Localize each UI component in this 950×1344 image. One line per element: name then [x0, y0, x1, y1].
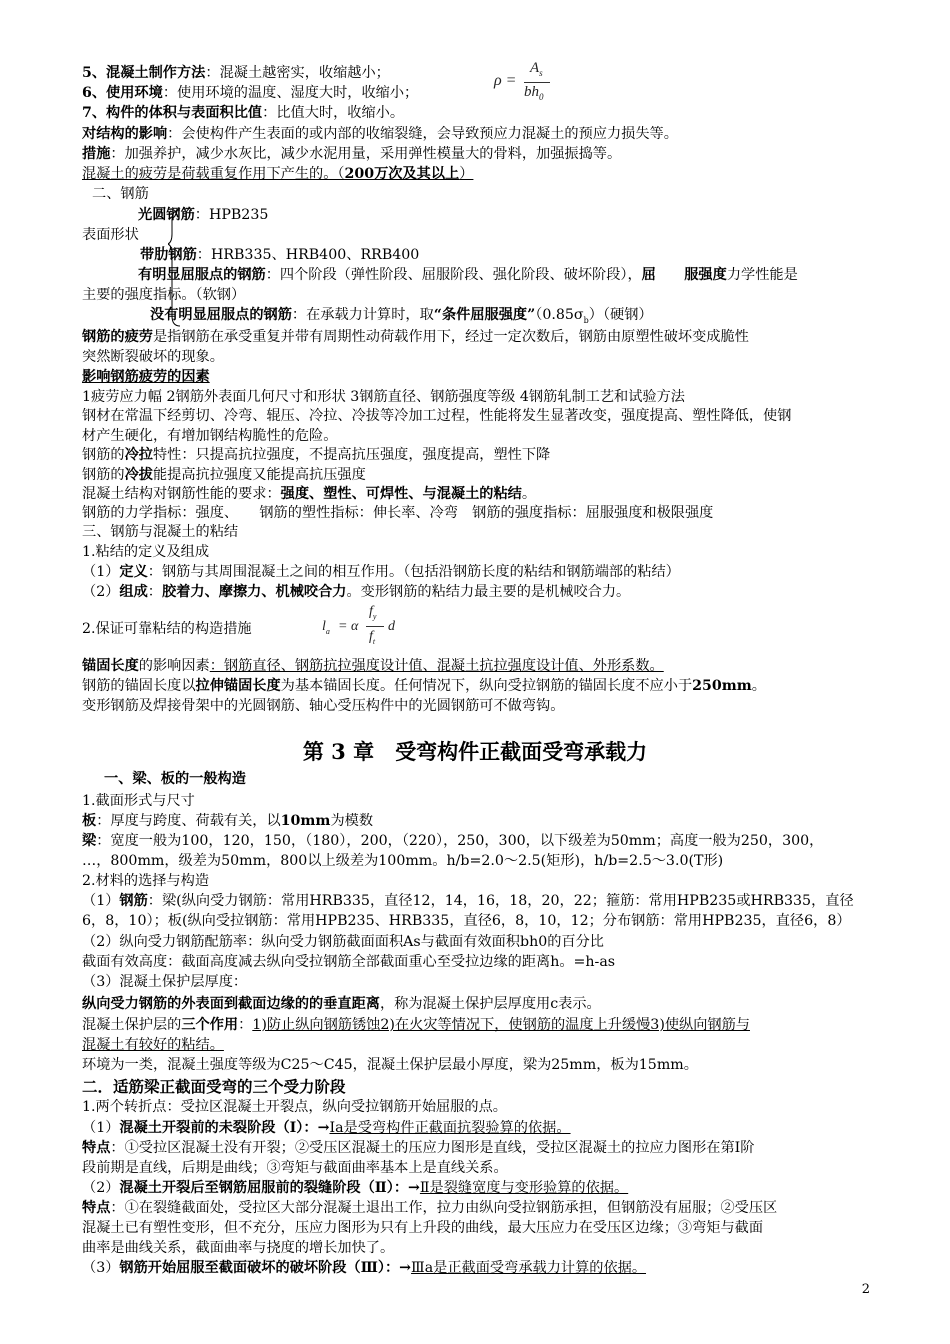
text-line: 1.截面形式与尺寸 [82, 793, 195, 809]
text-line: 特点：①在裂缝截面处，受拉区大部分混凝土退出工作，拉力由纵向受拉钢筋承担，但钢筋没有屈服；②受压区 [82, 1200, 778, 1216]
text-line: 6、使用环境：使用环境的温度、湿度大时，收缩小； [82, 85, 419, 101]
text-line: （1）钢筋：梁(纵向受力钢筋：常用HRB335，直径12，14，16，18，20，22；箍筋：常用HPB235或HRB335，直径 [82, 893, 854, 909]
text-line: 板：厚度与跨度、荷载有关，以10mm为模数 [82, 813, 374, 829]
text-line: 材产生硬化，有增加钢结构脆性的危险。 [82, 428, 338, 444]
text-line: （2）纵向受力钢筋配筋率：纵向受力钢筋截面面积As与截面有效面积bh0的百分比 [82, 934, 604, 950]
text-line: 梁：宽度一般为100，120，150，（180），200，（220），250，300，以下级差为50mm；高度一般为250，300， [82, 833, 824, 849]
text-line: （1）混凝土开裂前的未裂阶段（Ⅰ）：→Ⅰa是受弯构件正截面抗裂验算的依据。 [82, 1120, 571, 1136]
text-line: 主要的强度指标。（软钢） [82, 287, 246, 303]
text-line: 带肋钢筋：HRB335、HRB400、RRB400 [140, 247, 420, 263]
text-line: 截面有效高度：截面高度减去纵向受拉钢筋全部截面重心至受拉边缘的距离h。=h-as [82, 954, 616, 970]
page-number: 2 [861, 1282, 870, 1297]
text-line: 钢筋的锚固长度以拉伸锚固长度为基本锚固长度。任何情况下，纵向受拉钢筋的锚固长度不应小于250mm。 [82, 678, 766, 694]
text-line: 突然断裂破坏的现象。 [82, 349, 224, 365]
text-line: 7、构件的体积与表面积比值：比值大时，收缩小。 [82, 105, 405, 121]
chapter-title: 第 3 章 受弯构件正截面受弯承载力 [302, 739, 648, 764]
text-line: 变形钢筋及焊接骨架中的光圆钢筋、轴心受压构件中的光圆钢筋可不做弯钩。 [82, 698, 565, 714]
text-line: （1）定义：钢筋与其周围混凝土之间的相互作用。（包括沿钢筋长度的粘结和钢筋端部的粘结） [82, 564, 680, 580]
text-line: 钢筋的疲劳是指钢筋在承受重复并带有周期性动荷载作用下，经过一定次数后，钢筋由原塑性破坏变成脆性 [82, 329, 749, 345]
text-line: 有明显屈服点的钢筋：四个阶段（弹性阶段、屈服阶段、强化阶段、破坏阶段），屈 服强度力学性能是 [138, 267, 798, 283]
section-heading: 二、钢筋 [92, 186, 149, 202]
text-line: 措施：加强养护，减少水灰比，减少水泥用量，采用弹性模量大的骨料，加强振捣等。 [82, 146, 622, 162]
section-heading: 一、梁、板的一般构造 [104, 771, 246, 787]
text-line: 没有明显屈服点的钢筋：在承载力计算时，取“条件屈服强度$”(0.85\sigma_b)$（硬钢） [150, 307, 653, 325]
text-line: 钢筋的冷拉特性：只提高抗拉强度，不提高抗压强度，强度提高，塑性下降 [82, 447, 551, 463]
text-line: 钢材在常温下经剪切、冷弯、辊压、冷拉、冷拔等冷加工过程，性能将发生显著改变，强度提高、塑性降低，使钢 [82, 408, 792, 424]
text-line: 2.保证可靠粘结的构造措施 [82, 621, 252, 637]
text-line: 曲率是曲线关系，截面曲率与挠度的增长加快了。 [82, 1240, 395, 1256]
section-heading: 二．适筋梁正截面受弯的三个受力阶段 [82, 1077, 346, 1096]
text-line: （2）组成：胶着力、摩擦力、机械咬合力。变形钢筋的粘结力最主要的是机械咬合力。 [82, 584, 631, 600]
text-line: 6，8，10）；板(纵向受拉钢筋：常用HPB235、HRB335，直径6，8，10，12；分布钢筋：常用HPB235，直径6，8） [82, 913, 851, 929]
text-line: 钢筋的力学指标：强度、 钢筋的塑性指标：伸长率、冷弯 钢筋的强度指标：屈服强度和极限强度 [82, 505, 714, 521]
text-line: （3）钢筋开始屈服至截面破坏的破坏阶段（Ⅲ）：→Ⅲa是正截面受弯承载力计算的依据。 [82, 1260, 647, 1276]
text-line: 混凝土保护层的三个作用：1)防止纵向钢筋锈蚀2)在火灾等情况下，使钢筋的温度上升缓慢3)使纵向钢筋与 [82, 1017, 750, 1033]
section-heading: 三、钢筋与混凝土的粘结 [82, 524, 239, 540]
text-line: 1.两个转折点：受拉区混凝土开裂点，纵向受拉钢筋开始屈服的点。 [82, 1099, 507, 1115]
text-line: 混凝土有较好的粘结。 [82, 1037, 224, 1053]
text-line: 混凝土的疲劳是荷载重复作用下产生的。（200万次及其以上） [82, 166, 474, 182]
text-line: 光圆钢筋：HPB235 [138, 207, 269, 223]
text-line: 影响钢筋疲劳的因素 [82, 369, 210, 385]
text-line: 环境为一类，混凝土强度等级为C25～C45，混凝土保护层最小厚度，梁为25mm，板为15mm。 [82, 1057, 698, 1073]
anchorage-length-formula: $l_a$ = α $f_y$ $f_t$ d [322, 604, 395, 646]
text-line: 特点：①受拉区混凝土没有开裂；②受压区混凝土的压应力图形是直线，受拉区混凝土的拉应力图形在第Ⅰ阶 [82, 1140, 755, 1156]
text-line: …，800mm，级差为50mm，800以上级差为100mm。h/b=2.0～2.5(矩形)，h/b=2.5～3.0(T形) [82, 853, 724, 869]
text-line: （2）混凝土开裂后至钢筋屈服前的裂缝阶段（Ⅱ）：→Ⅱ是裂缝宽度与变形验算的依据。 [82, 1180, 629, 1196]
text-line: 1疲劳应力幅 2钢筋外表面几何尺寸和形状 3钢筋直径、钢筋强度等级 4钢筋轧制工艺和试验方法 [82, 389, 685, 405]
text-line: （3）混凝土保护层厚度： [82, 974, 248, 990]
text-line: 1.粘结的定义及组成 [82, 544, 210, 560]
text-line: 5、混凝土制作方法：混凝土越密实，收缩越小； [82, 65, 390, 81]
text-line: 锚固长度的影响因素：钢筋直径、钢筋抗拉强度设计值、混凝土抗拉强度设计值、外形系数。 [82, 658, 664, 674]
text-line: 纵向受力钢筋的外表面到截面边缘的的垂直距离，称为混凝土保护层厚度用c表示。 [82, 996, 601, 1012]
text-line: 对结构的影响：会使构件产生表面的或内部的收缩裂缝，会导致预应力混凝土的预应力损失等。 [82, 126, 678, 142]
text-line: 表面形状 [82, 227, 139, 243]
text-line: 混凝土结构对钢筋性能的要求：强度、塑性、可焊性、与混凝土的粘结。 [82, 486, 537, 502]
text-line: 钢筋的冷拔能提高抗拉强度又能提高抗压强度 [82, 467, 366, 483]
text-line: 2.材料的选择与构造 [82, 873, 210, 889]
text-line: 段前期是直线，后期是曲线；③弯矩与截面曲率基本上是直线关系。 [82, 1160, 508, 1176]
reinforcement-ratio-formula: ρ = $A_s$ $bh_0$ [494, 60, 554, 110]
text-line: 混凝土已有塑性变形，但不充分，压应力图形为只有上升段的曲线，最大压应力在受压区边缘；③弯矩与截面 [82, 1220, 764, 1236]
